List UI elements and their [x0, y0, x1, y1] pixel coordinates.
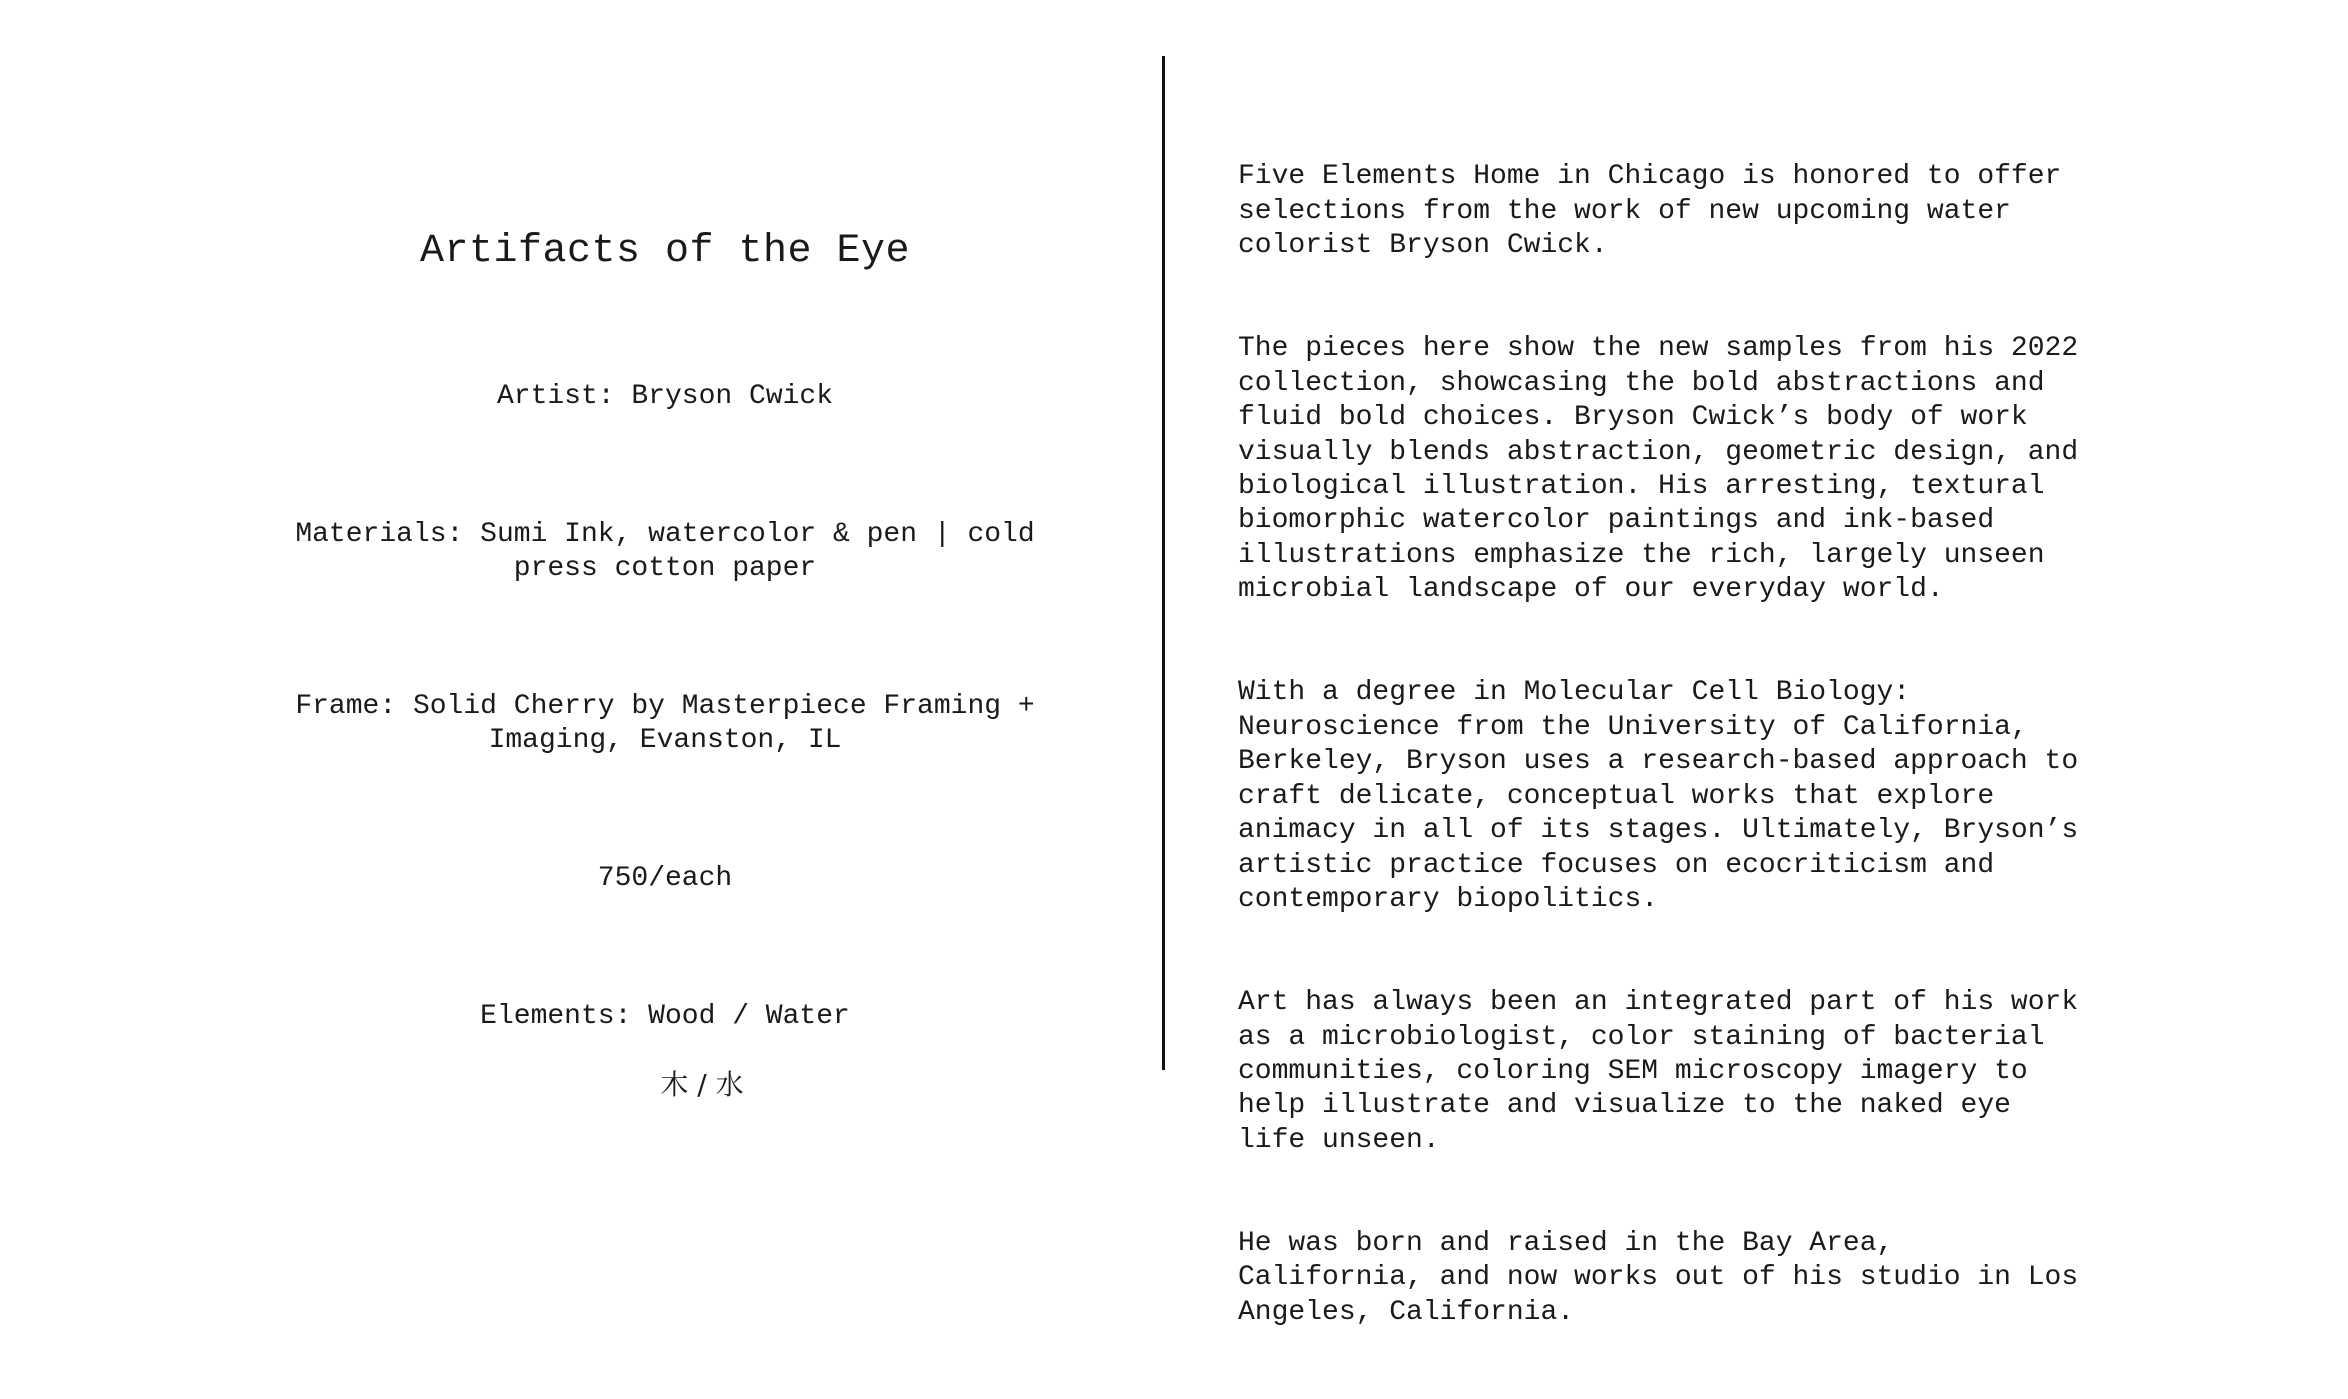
artwork-title: Artifacts of the Eye — [419, 229, 911, 274]
artist-description — [1238, 126, 2258, 1399]
elements-line: Elements: Wood / Water — [480, 1000, 850, 1032]
artwork-info-panel — [240, 0, 1090, 1102]
artist-line: Artist: Bryson Cwick — [496, 381, 834, 413]
artwork-details — [240, 346, 1090, 1137]
description-paragraph: The pieces here show the new samples from his 2022 collection, showcasing the bold abstractions and fluid bold choices. Bryson Cwick’s body of work visually blends abstraction, geometric design, and biological illustration. His arresting, textural biomorphic watercolor paintings and ink-based illustrations emphasize the rich, largely unseen microbial landscape of our everyday world. — [1238, 333, 2079, 606]
description-paragraph: Five Elements Home in Chicago is honored to offer selections from the work of new upcoming water colorist Bryson Cwick. — [1238, 161, 2062, 262]
description-paragraph: He was born and raised in the Bay Area, California, and now works out of his studio in Los Angeles, California. — [1238, 1227, 2079, 1328]
price-line: 750/each — [597, 863, 733, 895]
elements-glyphs: 木 / 水 — [660, 1068, 744, 1102]
description-paragraph: With a degree in Molecular Cell Biology: Neuroscience from the University of California, Berkeley, Bryson uses a research-based approach to craft delicate, conceptual works that explore animacy in all of its stages. Ultimately, Bryson’s artistic practice focuses on ecocriticism and contemporary biopolitics. — [1238, 677, 2079, 915]
description-paragraph: Art has always been an integrated part of his work as a microbiologist, color staining of bacterial communities, coloring SEM microscopy imagery to help illustrate and visualize to the naked eye life unseen. — [1238, 987, 2079, 1156]
frame-line: Frame: Solid Cherry by Masterpiece Framing + Imaging, Evanston, IL — [295, 691, 1035, 757]
materials-line: Materials: Sumi Ink, watercolor & pen | cold press cotton paper — [295, 519, 1035, 585]
vertical-divider — [1162, 56, 1165, 1070]
